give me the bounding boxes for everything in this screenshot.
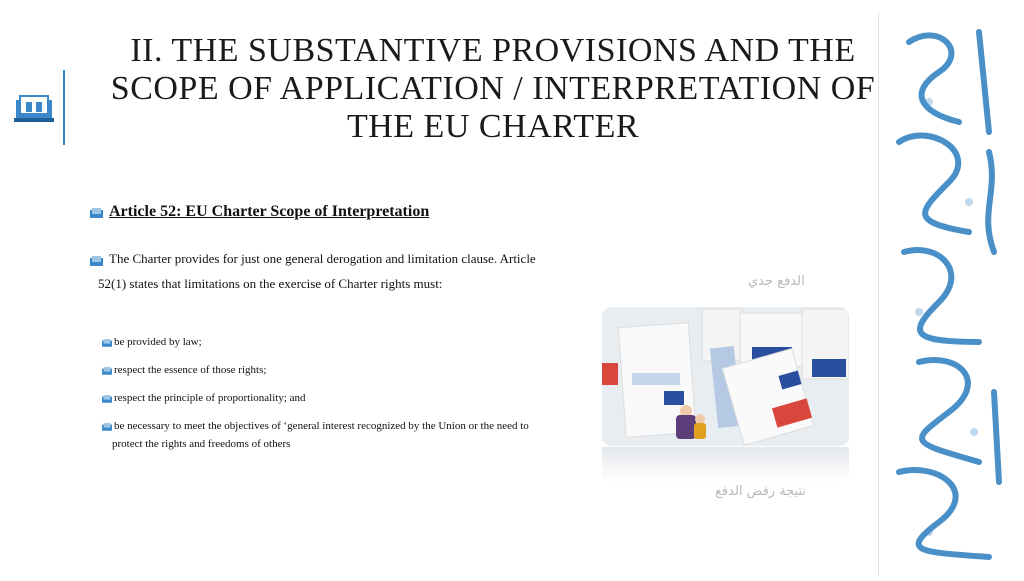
university-logo-icon bbox=[14, 92, 54, 124]
header-divider bbox=[63, 70, 65, 145]
intro-line-2: 52(1) states that limitations on the exercise of Charter rights must: bbox=[98, 276, 443, 291]
list-item-text: be provided by law; bbox=[114, 336, 202, 348]
list-item bbox=[102, 392, 602, 420]
caption-bottom: نتيجة رفض الدفع bbox=[715, 484, 807, 499]
photo-illustration bbox=[602, 307, 849, 446]
caption-top: الدفع جدي bbox=[748, 274, 805, 289]
limitations-list bbox=[102, 336, 602, 450]
article-heading bbox=[90, 203, 429, 221]
list-item bbox=[102, 420, 602, 432]
slide-title: II. THE SUBSTANTIVE PROVISIONS AND THE SCOPE OF APPLICATION / INTERPRETATION OF THE EU CHARTER bbox=[110, 32, 876, 145]
charter-booklets-photo bbox=[602, 307, 849, 446]
list-item-text: respect the principle of proportionality; and bbox=[114, 392, 306, 404]
list-item-continuation: protect the rights and freedoms of others bbox=[112, 438, 291, 450]
list-item-text: respect the essence of those rights; bbox=[114, 364, 267, 376]
arabic-calligraphy-decoration bbox=[879, 12, 1015, 576]
bullet-icon bbox=[102, 366, 112, 375]
list-item-text: be necessary to meet the objectives of ‘general interest recognized by the Union or the need to bbox=[114, 420, 529, 432]
list-item bbox=[102, 336, 602, 364]
bullet-icon bbox=[102, 422, 112, 431]
bullet-icon bbox=[102, 394, 112, 403]
bullet-icon bbox=[102, 338, 112, 347]
calligraphy-panel bbox=[878, 12, 1015, 576]
bullet-icon bbox=[90, 207, 103, 218]
photo-reflection bbox=[602, 447, 849, 483]
list-item bbox=[102, 364, 602, 392]
intro-line-1: The Charter provides for just one general derogation and limitation clause. Article bbox=[109, 251, 536, 266]
bullet-icon bbox=[90, 255, 103, 266]
intro-paragraph bbox=[90, 246, 610, 296]
article-heading-text: Article 52: EU Charter Scope of Interpretation bbox=[109, 203, 430, 220]
